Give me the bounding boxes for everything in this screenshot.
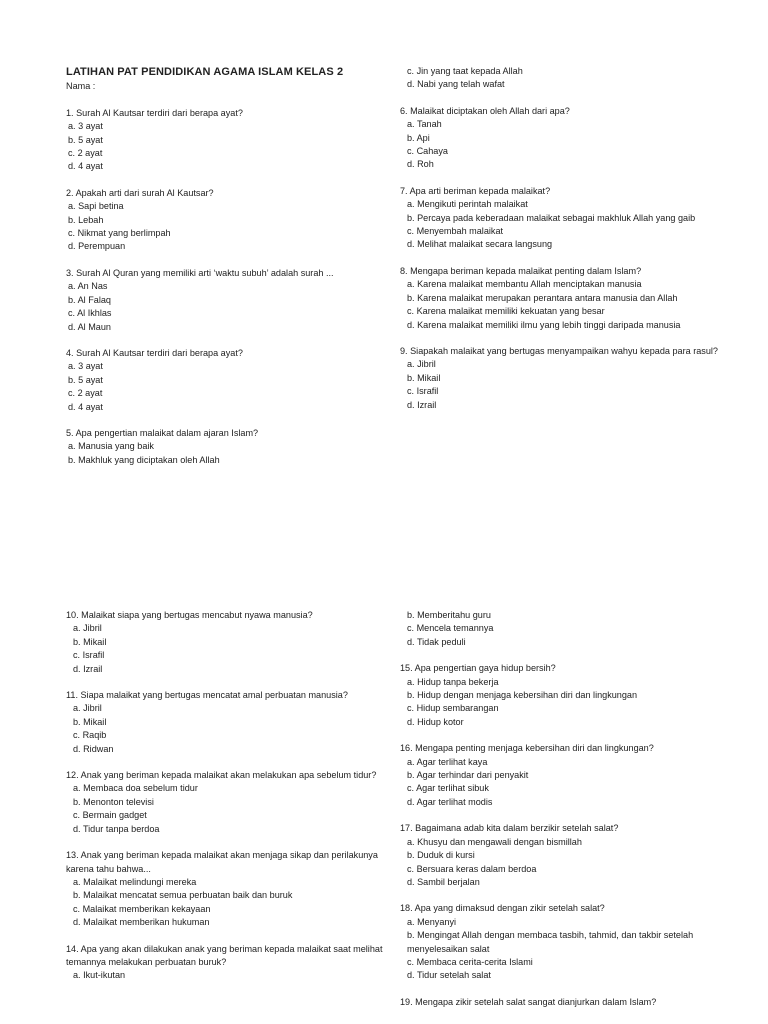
answer-option: d. Malaikat memberikan hukuman — [73, 917, 210, 928]
answer-option: a. Jibril — [73, 623, 102, 634]
answer-option: b. Karena malaikat merupakan perantara antara manusia dan Allah — [407, 292, 678, 303]
answer-option: d. Agar terlihat modis — [407, 796, 493, 807]
answer-option: a. Mengikuti perintah malaikat — [407, 199, 528, 210]
question-item — [66, 187, 384, 254]
question-text: 1. Surah Al Kautsar terdiri dari berapa ayat? — [66, 107, 243, 118]
question-text: 19. Mengapa zikir setelah salat sangat dianjurkan dalam Islam? — [400, 996, 657, 1007]
answer-option: d. Perempuan — [68, 241, 126, 252]
answer-option: c. Al Ikhlas — [68, 308, 112, 319]
answer-option: a. Karena malaikat membantu Allah menciptakan manusia — [407, 279, 642, 290]
answer-option: a. Ikut-ikutan — [73, 970, 126, 981]
answer-option: b. Mikail — [407, 372, 441, 383]
question-text: 17. Bagaimana adab kita dalam berzikir setelah salat? — [400, 823, 619, 834]
answer-option: c. Cahaya — [407, 146, 448, 157]
answer-option: a. Membaca doa sebelum tidur — [73, 783, 198, 794]
answer-option: d. Melihat malaikat secara langsung — [407, 239, 553, 250]
answer-option: b. Mikail — [73, 716, 107, 727]
answer-option: d. Izrail — [73, 663, 103, 674]
question-item — [66, 943, 384, 983]
answer-option: c. 2 ayat — [68, 388, 103, 399]
answer-option: a. Agar terlihat kaya — [407, 756, 488, 767]
answer-option: d. Izrail — [407, 399, 437, 410]
worksheet-page-2 — [0, 512, 768, 1024]
question-text: 3. Surah Al Quran yang memiliki arti ‘waktu subuh’ adalah surah ... — [66, 267, 334, 278]
page2-right-continued-options — [400, 609, 718, 649]
answer-option: c. 2 ayat — [68, 148, 103, 159]
question-text: 7. Apa arti beriman kepada malaikat? — [400, 185, 551, 196]
question-text: 9. Siapakah malaikat yang bertugas menyampaikan wahyu kepada para rasul? — [400, 345, 718, 356]
question-text: 5. Apa pengertian malaikat dalam ajaran Islam? — [66, 427, 259, 438]
page2-left-questions — [66, 609, 384, 983]
answer-option: b. Duduk di kursi — [407, 850, 475, 861]
question-text: 2. Apakah arti dari surah Al Kautsar? — [66, 187, 214, 198]
answer-option: a. Menyanyi — [407, 916, 457, 927]
question-item — [66, 849, 384, 929]
answer-option: c. Membaca cerita-cerita Islami — [407, 956, 533, 967]
answer-option: b. Mikail — [73, 636, 107, 647]
question-item — [66, 347, 384, 414]
answer-option: a. Hidup tanpa bekerja — [407, 676, 499, 687]
page2-left-column — [66, 609, 384, 996]
question-text: 12. Anak yang beriman kepada malaikat akan melakukan apa sebelum tidur? — [66, 770, 377, 781]
answer-option: a. Tanah — [407, 119, 442, 130]
answer-option: a. An Nas — [68, 281, 108, 292]
answer-option: b. Api — [407, 132, 430, 143]
answer-option: c. Hidup sembarangan — [407, 703, 499, 714]
answer-option: d. Tidak peduli — [407, 636, 466, 647]
question-text: 18. Apa yang dimaksud dengan zikir setelah salat? — [400, 903, 605, 914]
answer-option: a. 3 ayat — [68, 121, 103, 132]
answer-option: a. 3 ayat — [68, 361, 103, 372]
question-item — [400, 662, 718, 729]
question-item — [400, 742, 718, 809]
answer-option: d. Tidur tanpa berdoa — [73, 823, 160, 834]
question-item — [400, 996, 718, 1009]
page1-right-questions — [400, 105, 718, 412]
answer-option: b. Agar terhindar dari penyakit — [407, 770, 529, 781]
question-item — [400, 902, 718, 982]
answer-option: a. Sapi betina — [68, 201, 124, 212]
answer-option: b. 5 ayat — [68, 374, 103, 385]
question-text: 16. Mengapa penting menjaga kebersihan diri dan lingkungan? — [400, 743, 654, 754]
answer-option: b. Menonton televisi — [73, 796, 154, 807]
answer-option: c. Bersuara keras dalam berdoa — [407, 863, 537, 874]
answer-option: d. 4 ayat — [68, 161, 103, 172]
page2-right-questions — [400, 662, 718, 1009]
question-item — [400, 105, 718, 172]
answer-option: a. Jibril — [73, 703, 102, 714]
question-item — [66, 107, 384, 174]
answer-option: c. Israfil — [407, 386, 439, 397]
question-text: 10. Malaikat siapa yang bertugas mencabut nyawa manusia? — [66, 610, 313, 620]
question-item — [66, 769, 384, 836]
answer-option: c. Israfil — [73, 650, 105, 661]
answer-option: d. Sambil berjalan — [407, 876, 480, 887]
question-item — [400, 265, 718, 332]
question-text: 11. Siapa malaikat yang bertugas mencatat amal perbuatan manusia? — [66, 690, 348, 701]
answer-option: d. Karena malaikat memiliki ilmu yang lebih tinggi daripada manusia — [407, 319, 681, 330]
question-item — [400, 822, 718, 889]
page1-right-column — [400, 65, 718, 425]
question-item — [400, 185, 718, 252]
answer-option: d. 4 ayat — [68, 401, 103, 412]
question-item — [66, 267, 384, 334]
answer-option: a. Khusyu dan mengawali dengan bismillah — [407, 836, 582, 847]
question-text: 6. Malaikat diciptakan oleh Allah dari apa? — [400, 105, 570, 116]
question-item — [400, 345, 718, 412]
answer-option: a. Jibril — [407, 359, 436, 370]
answer-option: c. Karena malaikat memiliki kekuatan yang besar — [407, 306, 605, 317]
answer-option: b. Al Falaq — [68, 294, 111, 305]
question-item — [66, 689, 384, 756]
answer-option: c. Jin yang taat kepada Allah — [407, 66, 523, 76]
answer-option: c. Mencela temannya — [407, 623, 494, 634]
page1-right-continued-options — [400, 65, 718, 92]
answer-option: a. Manusia yang baik — [68, 441, 154, 452]
question-item — [66, 609, 384, 676]
answer-option: b. 5 ayat — [68, 134, 103, 145]
question-text: 13. Anak yang beriman kepada malaikat akan menjaga sikap dan perilakunya karena tahu bahwa... — [66, 850, 378, 874]
answer-option: d. Roh — [407, 159, 434, 170]
answer-option: c. Raqib — [73, 730, 107, 741]
question-item — [66, 427, 384, 467]
answer-option: b. Memberitahu guru — [407, 610, 491, 620]
answer-option: d. Hidup kotor — [407, 716, 464, 727]
page2-right-column — [400, 609, 718, 1022]
answer-option: b. Percaya pada keberadaan malaikat sebagai makhluk Allah yang gaib — [407, 212, 696, 223]
answer-option: b. Lebah — [68, 214, 104, 225]
answer-option: a. Malaikat melindungi mereka — [73, 876, 197, 887]
answer-option: d. Tidur setelah salat — [407, 970, 491, 981]
worksheet-title: LATIHAN PAT PENDIDIKAN AGAMA ISLAM KELAS 2 — [66, 66, 344, 78]
answer-option: c. Nikmat yang berlimpah — [68, 228, 171, 239]
question-text: 8. Mengapa beriman kepada malaikat penting dalam Islam? — [400, 265, 642, 276]
answer-option: b. Hidup dengan menjaga kebersihan diri dan lingkungan — [407, 690, 638, 701]
answer-option: d. Nabi yang telah wafat — [407, 79, 505, 90]
name-label: Nama : — [66, 81, 96, 92]
answer-option: b. Mengingat Allah dengan membaca tasbih, tahmid, dan takbir setelah menyelesaikan salat — [407, 930, 694, 954]
answer-option: c. Menyembah malaikat — [407, 226, 504, 237]
answer-option: d. Ridwan — [73, 743, 114, 754]
answer-option: c. Agar terlihat sibuk — [407, 783, 489, 794]
page1-left-questions — [66, 107, 384, 467]
question-text: 14. Apa yang akan dilakukan anak yang beriman kepada malaikat saat melihat temannya melakukan perbuatan buruk? — [66, 943, 383, 967]
question-text: 15. Apa pengertian gaya hidup bersih? — [400, 663, 556, 674]
answer-option: b. Malaikat mencatat semua perbuatan baik dan buruk — [73, 890, 293, 901]
answer-option: b. Makhluk yang diciptakan oleh Allah — [68, 454, 220, 465]
answer-option: c. Bermain gadget — [73, 810, 147, 821]
question-text: 4. Surah Al Kautsar terdiri dari berapa ayat? — [66, 347, 243, 358]
answer-option: c. Malaikat memberikan kekayaan — [73, 903, 211, 914]
answer-option: d. Al Maun — [68, 321, 111, 332]
page1-left-column — [66, 66, 384, 480]
